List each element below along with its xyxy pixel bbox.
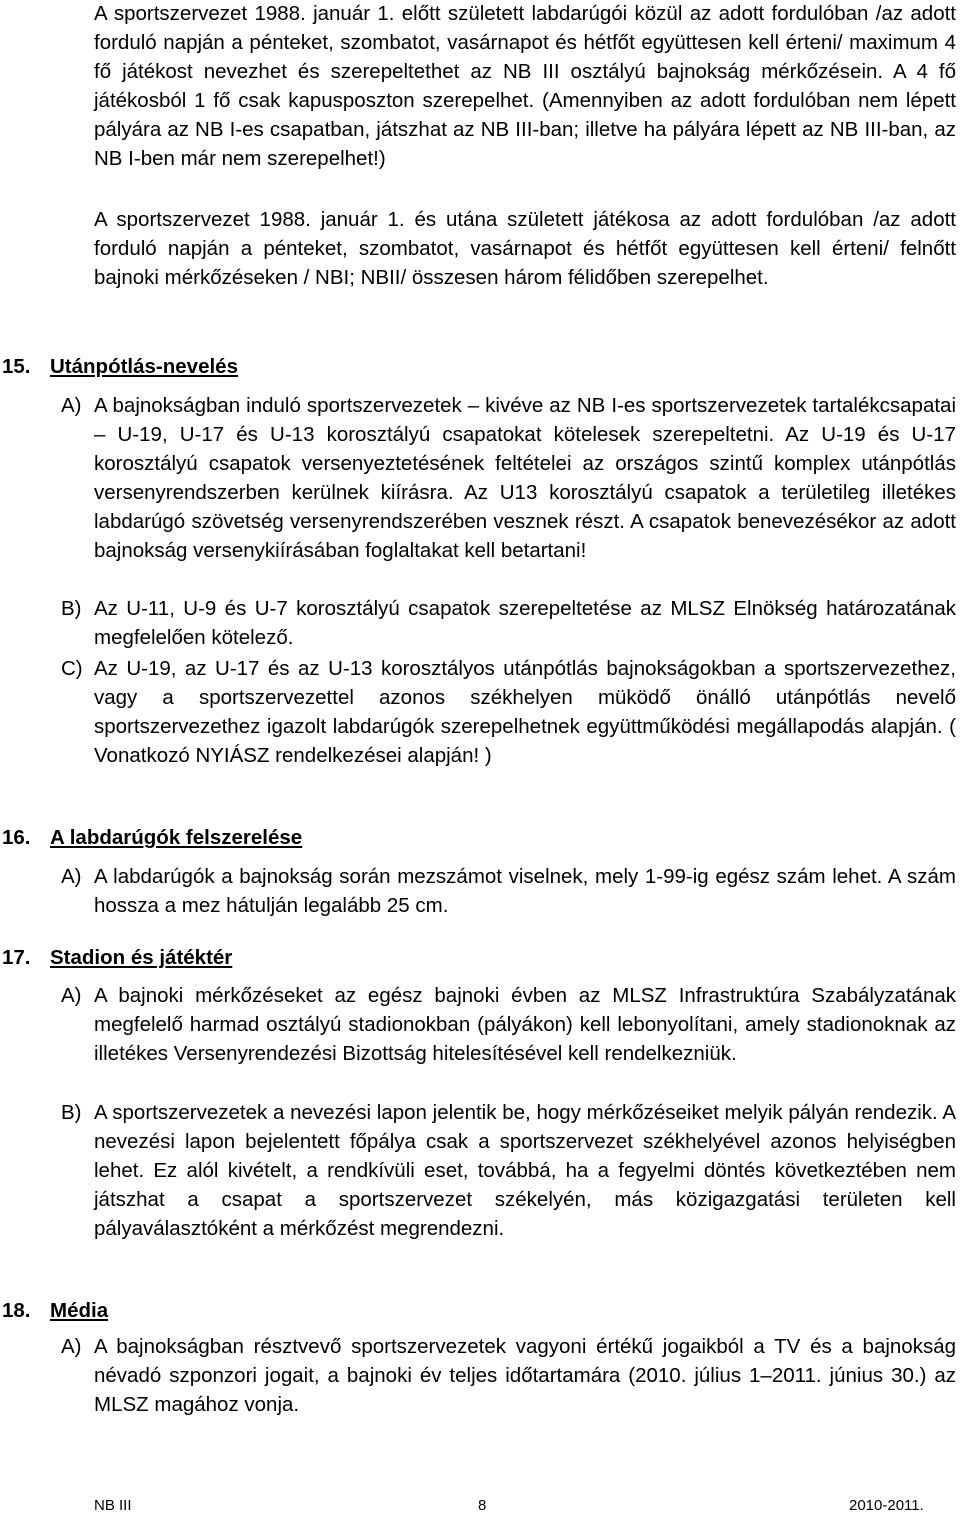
footer-season: 2010-2011. xyxy=(849,1497,924,1514)
item-letter: A) xyxy=(61,865,82,888)
item-letter: A) xyxy=(61,394,82,417)
item-letter: B) xyxy=(61,1101,82,1124)
section-title: Utánpótlás-nevelés xyxy=(50,355,238,378)
section-15-item-a xyxy=(61,392,956,565)
item-text: Az U-11, U-9 és U-7 korosztályú csapatok szerepeltetése az MLSZ Elnökség határozatának megfelelően kötelező. xyxy=(94,597,956,649)
item-text: A bajnoki mérkőzéseket az egész bajnoki évben az MLSZ Infrastruktúra Szabályzatának megfelelő harmad osztályú stadionokban (pályákon) kell lebonyolítani, amely stadionoknak az illetékes Versenyrendezési Bizottság hitelesítésével kell rendelkezniük. xyxy=(94,984,956,1065)
item-text: A sportszervezetek a nevezési lapon jelentik be, hogy mérkőzéseiket melyik pályán rendezik. A nevezési lapon bejelentett főpálya csak a sportszervezet székhelyével azonos helyiségben lehet. Ez alól kivételt, a rendkívüli eset, továbbá, ha a fegyelmi döntés következtében nem játszhat a csapat a sportszervezet székelyén, más közigazgatási területen kell pályaválasztóként a mérkőzést megrendezni. xyxy=(94,1101,956,1240)
section-17-item-a xyxy=(61,982,956,1069)
section-title: Stadion és játéktér xyxy=(50,946,233,969)
section-number: 17. xyxy=(2,946,31,969)
section-title: Média xyxy=(50,1299,109,1322)
section-title: A labdarúgók felszerelése xyxy=(50,826,303,849)
item-text: Az U-19, az U-17 és az U-13 korosztályos utánpótlás bajnokságokban a sportszervezethez, vagy a sportszervezettel azonos székhelyen müködő önálló utánpótlás nevelő sportszervezethez igazolt labdarúgók szerepelhetnek együttműködési megállapodás alapján. ( Vonatkozó NYIÁSZ rendelkezései alapján! ) xyxy=(94,657,956,767)
intro-paragraph-2: A sportszervezet 1988. január 1. és utána született játékosa az adott fordulóban /az adott forduló napján a pénteket, szombatot, vasárnapot és hétfőt együttesen kell érteni/ felnőtt bajnoki mérkőzéseken / NBI; NBII/ összesen három félidőben szerepelhet. xyxy=(94,208,956,289)
item-letter: A) xyxy=(61,984,82,1007)
section-16-item-a xyxy=(61,863,956,921)
item-letter: C) xyxy=(61,657,83,680)
footer-league: NB III xyxy=(94,1497,132,1514)
section-18-item-a xyxy=(61,1333,956,1420)
item-text: A labdarúgók a bajnokság során mezszámot viselnek, mely 1-99-ig egész szám lehet. A szám hossza a mez hátulján legalább 25 cm. xyxy=(94,865,956,917)
item-letter: B) xyxy=(61,597,82,620)
intro-paragraph-1: A sportszervezet 1988. január 1. előtt született labdarúgói közül az adott fordulóban /az adott forduló napján a pénteket, szombatot, vasárnapot és hétfőt együttesen kell érteni/ maximum 4 fő játékost nevezhet és szerepeltethet az NB III osztályú bajnokság mérkőzésein. A 4 fő játékosból 1 fő csak kapusposzton szerepelhet. (Amennyiben az adott fordulóban nem lépett pályára az NB I-es csapatban, játszhat az NB III-ban; illetve ha pályára lépett az NB III-ban, az NB I-ben már nem szerepelhet!) xyxy=(94,2,956,170)
section-number: 18. xyxy=(2,1299,31,1322)
item-text: A bajnokságban résztvevő sportszervezetek vagyoni értékű jogaikból a TV és a bajnokság névadó szponzori jogait, a bajnoki év teljes időtartamára (2010. július 1–2011. június 30.) az MLSZ magához vonja. xyxy=(94,1335,956,1416)
section-15-item-c xyxy=(61,655,956,771)
footer-page-number: 8 xyxy=(478,1497,487,1514)
item-letter: A) xyxy=(61,1335,82,1358)
section-17-item-b xyxy=(61,1099,956,1244)
item-text: A bajnokságban induló sportszervezetek – kivéve az NB I-es sportszervezetek tartalékcsapatai – U-19, U-17 és U-13 korosztályú csapatokat kötelesek szerepeltetni. Az U-19 és U-17 korosztályú csapatok versenyeztetésének feltételei az országos szintű komplex utánpótlás versenyrendszerben kerülnek kiírásra. Az U13 korosztályú csapatok a területileg illetékes labdarúgó szövetség versenyrendszerében vesznek részt. A csapatok benevezésékor az adott bajnokság versenykiírásában foglaltakat kell betartani! xyxy=(94,394,956,562)
section-number: 15. xyxy=(2,355,31,378)
section-15-item-b xyxy=(61,595,956,653)
section-number: 16. xyxy=(2,826,31,849)
